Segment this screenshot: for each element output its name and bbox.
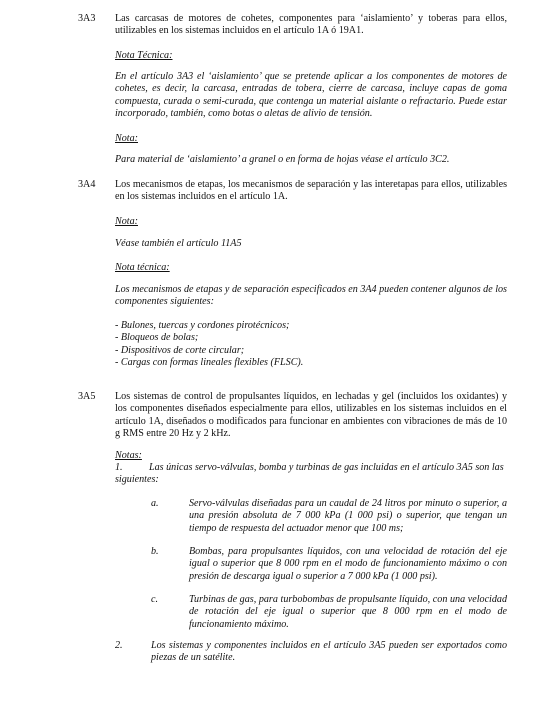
list-item: - Cargas con formas lineales flexibles (FLSC). [115, 357, 304, 369]
list-item: - Dispositivos de corte circular; [115, 344, 245, 356]
subitem-label-b: b. [151, 546, 159, 557]
note-item-number-2: 2. [115, 640, 123, 651]
subitem-text-c: Turbinas de gas, para turbobombas de propulsante líquido, con una velocidad de rotación del eje igual o superior que 8 000 rpm en el modo de funcionamiento máximo. [189, 594, 507, 630]
note-heading-3a4: Nota: [115, 216, 138, 227]
section-text-3a5: Los sistemas de control de propulsantes líquidos, en lechadas y gel (incluidos los oxidantes) y los componentes diseñados especialmente para ellos, utilizables en los sistemas incluidos en el artículo 1A, diseñados o modificados para funcionar en ambientes con vibraciones de más de 10 g RMS entre 20 Hz y 2 kHz. [115, 391, 507, 440]
section-text-3a4: Los mecanismos de etapas, los mecanismos de separación y las interetapas para ellos, utilizables en los sistemas incluidos en el artículo 1A. [115, 179, 507, 203]
note-item-number-1: 1. [115, 462, 123, 473]
subitem-text-b: Bombas, para propulsantes líquidos, con una velocidad de rotación del eje igual o superior que 8 000 rpm en el modo de funcionamiento máximo o con presión de descarga igual o superior a 7 000 kPa (1 000 psi). [189, 546, 507, 582]
note-item-text-2: Los sistemas y componentes incluidos en el artículo 3A5 pueden ser exportados como piezas de un satélite. [151, 640, 507, 664]
note-text-3a3-technical: En el artículo 3A3 el ‘aislamiento’ que se pretende aplicar a los componentes de motores de cohetes, es decir, la carcasa, entradas de tobera, cierre de carcasa, incluye capas de goma compuesta, curada o semi-curada, que contenga un material aislante o refractario. Puede estar incorporado, también, como botas o aletas de alivio de tensión. [115, 71, 507, 120]
note-heading-3a4-technical: Nota técnica: [115, 262, 170, 273]
subitem-label-c: c. [151, 594, 159, 605]
notes-heading-3a5: Notas: [115, 450, 142, 461]
component-list-3a4 [115, 320, 507, 370]
note-text-3a4: Véase también el artículo 11A5 [115, 238, 242, 249]
note-heading-3a3: Nota: [115, 133, 138, 144]
list-item: - Bulones, tuercas y cordones pirotécnicos; [115, 320, 290, 331]
section-code-3a4: 3A4 [78, 179, 96, 190]
note-text-3a4-technical: Los mecanismos de etapas y de separación especificados en 3A4 pueden contener algunos de los componentes siguientes: [115, 284, 507, 308]
subitem-text-a: Servo-válvulas diseñadas para un caudal de 24 litros por minuto o superior, a una presión absoluta de 7 000 kPa (1 000 psi) o superior, que tengan un tiempo de respuesta del actuador menor que 100 ms; [189, 498, 507, 534]
note-text-3a3: Para material de ‘aislamiento’ a granel o en forma de hojas véase el artículo 3C2. [115, 154, 450, 165]
section-text-3a3: Las carcasas de motores de cohetes, componentes para ‘aislamiento’ y toberas para ellos, utilizables en los sistemas incluidos en el artículo 1A ó 19A1. [115, 13, 507, 37]
section-code-3a5: 3A5 [78, 391, 96, 402]
list-item: - Bloqueos de bolas; [115, 332, 199, 344]
note-heading-3a3-technical: Nota Técnica: [115, 50, 173, 61]
note-item-text-1: Las únicas servo-válvulas, bomba y turbinas de gas incluidas en el artículo 3A5 son las siguientes: [115, 462, 504, 486]
section-code-3a3: 3A3 [78, 13, 96, 24]
subitem-label-a: a. [151, 498, 159, 509]
